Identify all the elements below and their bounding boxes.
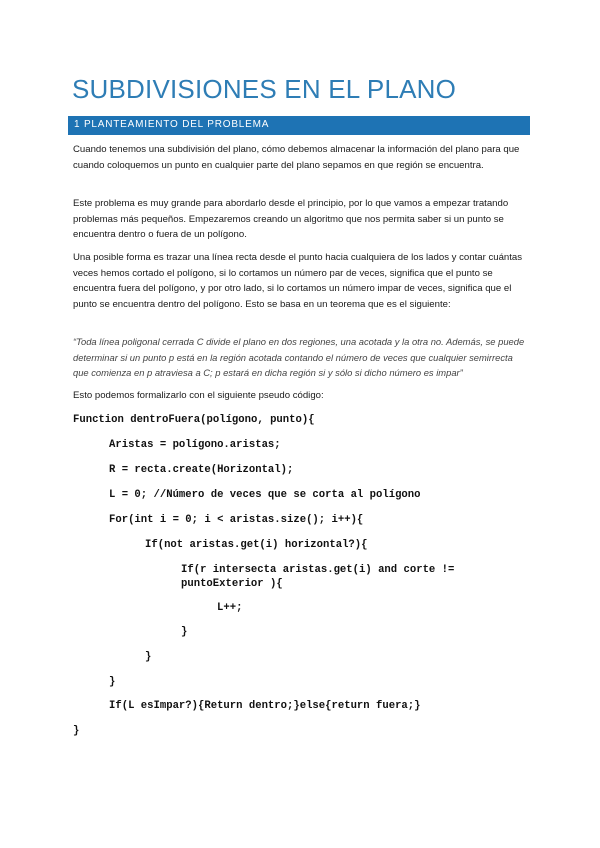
paragraph-1: Cuando tenemos una subdivisión del plano, cómo debemos almacenar la información del plano para que cuando coloquemos un punto en cualquier parte del plano sepamos en que región se encuentra.	[73, 144, 520, 171]
code-line: puntoExterior ){	[181, 578, 283, 590]
code-line: R = recta.create(Horizontal);	[109, 464, 294, 476]
section-heading: 1 PLANTEAMIENTO DEL PROBLEMA	[74, 119, 270, 130]
code-line: If(not aristas.get(i) horizontal?){	[145, 539, 368, 551]
code-line: For(int i = 0; i < aristas.size(); i++){	[109, 514, 364, 526]
section-heading-bar	[68, 116, 530, 135]
paragraph-2: Este problema es muy grande para abordarlo desde el principio, por lo que vamos a empezar tratando problemas más pequeños. Empezaremos creando un algoritmo que nos permita saber si un punto se encuentra dentro o fuera de un polígono.	[73, 198, 509, 240]
code-line: L = 0; //Número de veces que se corta al polígono	[109, 489, 421, 501]
code-line: L++;	[217, 602, 243, 614]
code-line: If(r intersecta aristas.get(i) and corte !=	[181, 564, 455, 576]
page-title: SUBDIVISIONES EN EL PLANO	[72, 74, 457, 104]
code-intro: Esto podemos formalizarlo con el siguiente pseudo código:	[73, 390, 324, 401]
code-line: }	[73, 725, 80, 737]
code-line: }	[109, 676, 116, 688]
code-line: Aristas = polígono.aristas;	[109, 439, 281, 451]
code-line: Function dentroFuera(polígono, punto){	[73, 414, 315, 426]
code-line: If(L esImpar?){Return dentro;}else{return fuera;}	[109, 700, 421, 712]
code-line: }	[181, 626, 188, 638]
code-line: }	[145, 651, 152, 663]
paragraph-3: Una posible forma es trazar una línea recta desde el punto hacia cualquiera de los lados y contar cuántas veces hemos cortado el polígono, si lo cortamos un número par de veces, significa que el punto se encuentra fuera del polígono, y por otro lado, si lo cortamos un número impar de veces, significa que el punto se encuentra dentro del polígono. Esto se basa en un teorema que es el siguiente:	[73, 252, 523, 310]
theorem-quote: “Toda línea poligonal cerrada C divide el plano en dos regiones, una acotada y la otra no. Además, se puede determinar si un punto p está en la región acotada contando el número de veces que cualquier semirrecta que comienza en p atraviesa a C; p estará en dicha región si y sólo si dicho número es impar”	[73, 336, 525, 378]
